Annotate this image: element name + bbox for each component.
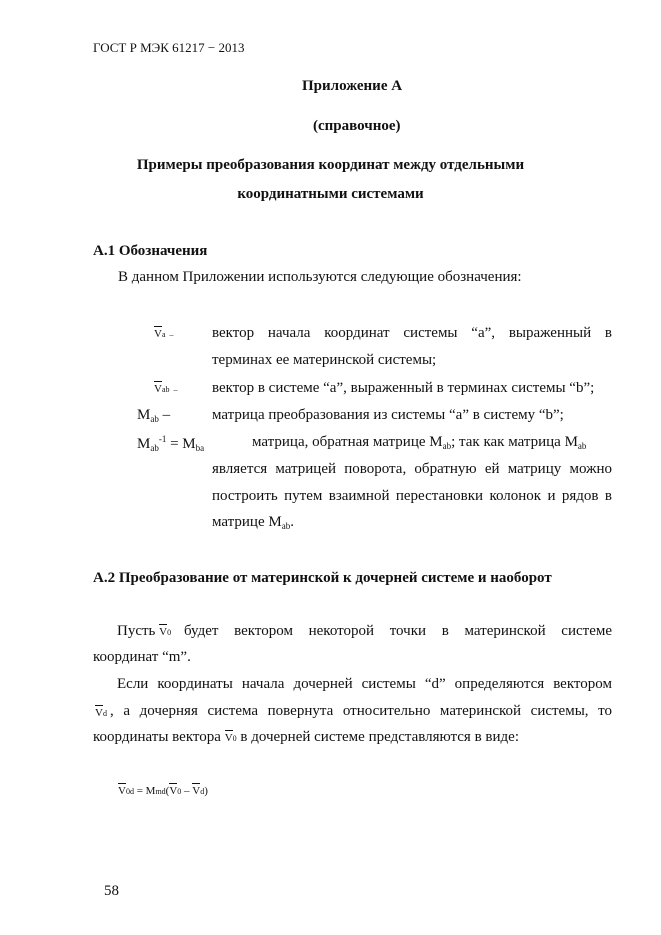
section2-p2-line1: Если координаты начала дочерней системы “d” определяются вектором — [117, 676, 612, 692]
def3-text: матрица преобразования из системы “a” в систему “b”; — [212, 407, 564, 423]
document-header: ГОСТ Р МЭК 61217 − 2013 — [93, 40, 245, 55]
section2-p1-line2: координат “m”. — [93, 649, 191, 665]
vector-symbol: V — [95, 707, 103, 719]
section2-p2-line2: , а дочерняя система повернута относительно материнской системы, то — [110, 703, 612, 719]
def4-symbol: $M_{ab}^{-1} = M_{ba}$ — [137, 434, 205, 453]
formula: V0d = Mmd( V0 – Vd) — [118, 785, 208, 797]
def1-text-line2: терминах ее материнской системы; — [212, 352, 437, 368]
def4-text-line3: построить путем взаимной перестановки колонок и рядов в — [212, 488, 612, 504]
section2-p1-start: Пусть V0 — [117, 623, 172, 639]
def2-text: вектор в системе “a”, выраженный в терминах системы “b”; — [212, 380, 595, 396]
def1-symbol: Va – — [154, 328, 174, 340]
def4-text-line1: матрица, обратная матрице $M_{ab}$; так как матрица $M_{ab}$ — [252, 434, 587, 451]
section1-heading: А.1 Обозначения — [93, 243, 208, 259]
main-title-line2: координатными системами — [237, 186, 424, 202]
vector-symbol: V — [224, 732, 233, 744]
def4-text-line4: матрице $M_{ab}$. — [212, 514, 294, 531]
vector-symbol: V — [154, 328, 162, 340]
def4-text-line2: является матрицей поворота, обратную ей матрицу можно — [212, 461, 612, 477]
appendix-title: Приложение А — [302, 78, 403, 94]
appendix-type: (справочное) — [313, 118, 401, 134]
vector-symbol: V — [118, 785, 126, 797]
section2-heading: А.2 Преобразование от материнской к дочерней системе и наоборот — [93, 570, 552, 586]
section2-p3: координаты вектора V0 в дочерней системе представляются в виде: — [93, 729, 519, 745]
section1-intro: В данном Приложении используются следующие обозначения: — [118, 269, 522, 285]
main-title-line1: Примеры преобразования координат между отдельными — [136, 157, 525, 173]
def2-symbol: Vab – — [154, 383, 178, 395]
section2-p1-line1: будет вектором некоторой точки в материнской системе — [184, 623, 612, 639]
page-number: 58 — [104, 883, 119, 899]
vector-symbol: V — [159, 626, 168, 638]
def3-symbol: $M_{ab}$ – — [137, 407, 171, 424]
vector-symbol: V — [154, 383, 162, 395]
def1-text-line1: вектор начала координат системы “a”, выраженный в — [212, 325, 612, 341]
section2-p2-symbol: Vd — [95, 707, 107, 719]
